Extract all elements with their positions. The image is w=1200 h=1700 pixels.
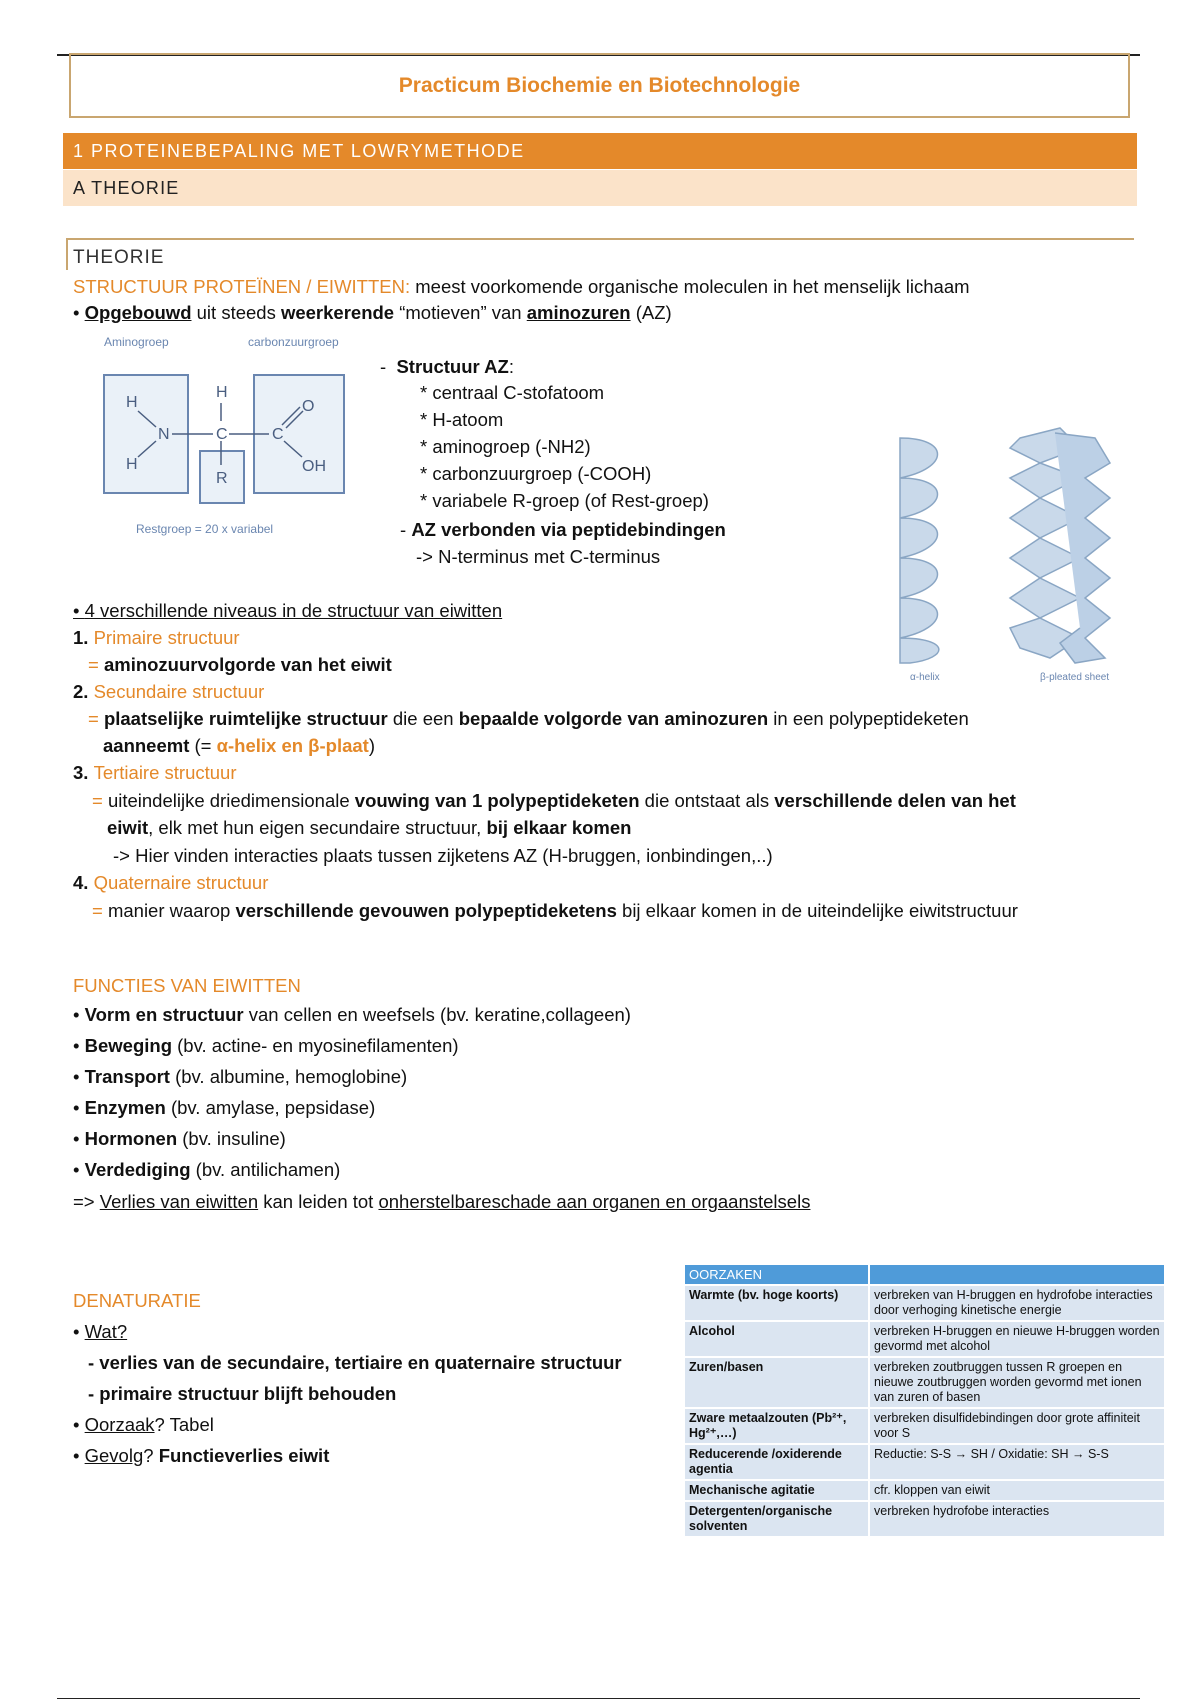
fc-a: =>: [73, 1191, 100, 1212]
table-row: [684, 1501, 1165, 1537]
l2h: ): [368, 735, 375, 756]
az-item: * H-atoom: [420, 409, 504, 430]
l2d: in een polypeptideketen: [768, 708, 969, 729]
built-text-4: aminozuren: [526, 302, 631, 323]
function-rest: (bv. amylase, pepsidase): [165, 1097, 376, 1118]
fc-d: onherstelbareschade aan organen en orgaanstelsels: [378, 1191, 811, 1212]
den-effect-q: ?: [143, 1445, 159, 1466]
atom-h1: H: [126, 394, 138, 411]
l3a: uiteindelijke driedimensionale: [107, 790, 355, 811]
den-what-text: Wat?: [84, 1321, 128, 1342]
theorie-side-rule: [66, 238, 68, 270]
built-text-3: “motieven” van: [394, 302, 527, 323]
built-text-1: uit steeds: [191, 302, 281, 323]
fc-c: kan leiden tot: [258, 1191, 379, 1212]
function-item: • Transport (bv. albumine, hemoglobine): [73, 1066, 408, 1087]
den-effect-rest: Functieverlies eiwit: [158, 1445, 330, 1466]
function-item: • Vorm en structuur van cellen en weefsels (bv. keratine,collageen): [73, 1004, 631, 1025]
structure-heading: STRUCTUUR PROTEÏNEN / EIWITTEN:: [73, 276, 411, 297]
causes-table: [683, 1263, 1166, 1538]
built-text-2: weerkerende: [280, 302, 395, 323]
structure-heading-rest: meest voorkomende organische moleculen in het menselijk lichaam: [410, 276, 970, 297]
sheet-label: β-pleated sheet: [1040, 672, 1110, 683]
eq-sign: =: [88, 654, 99, 675]
level-1-desc: [88, 652, 392, 678]
level-4-title: [73, 870, 268, 896]
helix-label: α-helix: [910, 672, 940, 683]
function-rest: (bv. insuline): [177, 1128, 286, 1149]
l3f: , elk met hun eigen secundaire structuur,: [148, 817, 487, 838]
function-item: • Verdediging (bv. antilichamen): [73, 1159, 341, 1180]
table-row: [684, 1285, 1165, 1321]
bottom-rule: [57, 1698, 1140, 1699]
function-item: • Beweging (bv. actine- en myosinefilamenten): [73, 1035, 459, 1056]
cause-cell: Detergenten/organische solventen: [684, 1501, 869, 1537]
level-4-title-text: Quaternaire structuur: [93, 872, 269, 893]
l4c: bij elkaar komen in de uiteindelijke eiwitstructuur: [616, 900, 1018, 921]
l2f: (=: [189, 735, 217, 756]
eq-sign: =: [88, 708, 99, 729]
az-bond-line: - AZ verbonden via peptidebindingen: [400, 519, 726, 540]
function-rest: (bv. albumine, hemoglobine): [169, 1066, 408, 1087]
l2c: bepaalde volgorde van aminozuren: [458, 708, 769, 729]
den-what-2-text: - primaire structuur blijft behouden: [88, 1383, 397, 1404]
function-bold: Verdediging: [84, 1159, 191, 1180]
l2g: α-helix en β-plaat: [216, 735, 369, 756]
built-word: Opgebouwd: [84, 302, 192, 323]
az-item-text: aminogroep (-NH2): [432, 436, 591, 457]
den-what-1: [88, 1350, 622, 1376]
eq-sign: =: [92, 900, 103, 921]
effect-cell: verbreken van H-bruggen en hydrofobe interacties door verhoging kinetische energie: [869, 1285, 1165, 1321]
level-1-title: [73, 625, 240, 651]
table-row: [684, 1321, 1165, 1357]
level-3-desc-cont: [107, 815, 631, 841]
level-4-desc: [92, 898, 1018, 924]
effect-cell: verbreken disulfidebindingen door grote affiniteit voor S: [869, 1408, 1165, 1444]
bullet: •: [73, 302, 85, 323]
diagram-label-rest: Restgroep = 20 x variabel: [136, 522, 274, 536]
function-rest: (bv. actine- en myosinefilamenten): [172, 1035, 459, 1056]
atom-n: N: [158, 426, 170, 443]
l3d: verschillende delen van het: [774, 790, 1016, 811]
az-item-text: variabele R-groep (of Rest-groep): [432, 490, 709, 511]
cause-cell: Alcohol: [684, 1321, 869, 1357]
atom-h2: H: [126, 456, 138, 473]
l3b: vouwing van 1 polypeptideketen: [354, 790, 640, 811]
az-item: * centraal C-stofatoom: [420, 382, 605, 403]
az-title-line: - Structuur AZ:: [380, 356, 514, 377]
function-bold: Transport: [84, 1066, 170, 1087]
az-item-text: H-atoom: [432, 409, 504, 430]
cause-cell: Zuren/basen: [684, 1357, 869, 1408]
l3c: die ontstaat als: [639, 790, 775, 811]
l4b: verschillende gevouwen polypeptideketens: [235, 900, 617, 921]
az-bond-sub: -> N-terminus met C-terminus: [416, 546, 661, 567]
built-text-5: (AZ): [630, 302, 672, 323]
levels-intro: 4 verschillende niveaus in de structuur van eiwitten: [84, 600, 503, 621]
az-item-text: centraal C-stofatoom: [432, 382, 605, 403]
atom-r: R: [216, 470, 228, 487]
level-3-note: -> Hier vinden interacties plaats tussen zijketens AZ (H-bruggen, ionbindingen,..): [113, 845, 773, 866]
den-effect-u: Gevolg: [84, 1445, 144, 1466]
function-item: • Hormonen (bv. insuline): [73, 1128, 286, 1149]
table-header: OORZAKEN: [684, 1264, 869, 1285]
subsection-heading: A THEORIE: [63, 170, 1137, 206]
az-item-text: carbonzuurgroep (-COOH): [432, 463, 652, 484]
den-cause: • Oorzaak? Tabel: [73, 1414, 214, 1435]
level-1-desc-text: aminozuurvolgorde van het eiwit: [103, 654, 392, 675]
function-item: • Enzymen (bv. amylase, pepsidase): [73, 1097, 376, 1118]
diagram-label-amino: Aminogroep: [104, 335, 169, 349]
table-row: [684, 1444, 1165, 1480]
level-3-title-text: Tertiaire structuur: [93, 762, 237, 783]
table-row: [684, 1357, 1165, 1408]
effect-cell: cfr. kloppen van eiwit: [869, 1480, 1165, 1501]
az-item: * variabele R-groep (of Rest-groep): [420, 490, 709, 511]
function-bold: Beweging: [84, 1035, 172, 1056]
atom-o: O: [302, 398, 315, 415]
atom-h3: H: [216, 384, 228, 401]
cause-cell: Warmte (bv. hoge koorts): [684, 1285, 869, 1321]
cause-cell: Mechanische agitatie: [684, 1480, 869, 1501]
function-bold: Enzymen: [84, 1097, 166, 1118]
den-effect: • Gevolg? Functieverlies eiwit: [73, 1445, 330, 1466]
alpha-helix-ribbon: [900, 438, 939, 663]
eq-sign: =: [92, 790, 103, 811]
protein-structure-illustration: [880, 418, 1120, 686]
level-2-desc: [88, 706, 969, 732]
functions-conclusion: [73, 1189, 810, 1215]
l2e: aanneemt: [103, 735, 190, 756]
az-title: Structuur AZ: [396, 356, 509, 377]
diagram-label-carboxyl: carbonzuurgroep: [248, 335, 339, 349]
fc-b: Verlies van eiwitten: [99, 1191, 259, 1212]
beta-sheet-ribbon-2: [1055, 433, 1110, 663]
l2a: plaatselijke ruimtelijke structuur: [103, 708, 388, 729]
function-rest: (bv. antilichamen): [190, 1159, 341, 1180]
l3e: eiwit: [107, 817, 149, 838]
structure-heading-line: [73, 274, 970, 300]
atom-c2: C: [272, 426, 284, 443]
cause-cell: Zware metaalzouten (Pb²⁺, Hg²⁺,…): [684, 1408, 869, 1444]
level-3-desc: [92, 788, 1016, 814]
az-item: * carbonzuurgroep (-COOH): [420, 463, 652, 484]
level-2-desc-cont: [103, 733, 375, 759]
table-header-row: [684, 1264, 1165, 1285]
atom-c1: C: [216, 426, 228, 443]
level-1-title-text: Primaire structuur: [93, 627, 240, 648]
function-rest: van cellen en weefsels (bv. keratine,collageen): [243, 1004, 631, 1025]
level-3-num: 3.: [73, 762, 94, 783]
functions-heading: FUNCTIES VAN EIWITTEN: [73, 975, 301, 996]
section-heading: 1 PROTEINEBEPALING MET LOWRYMETHODE: [63, 133, 1137, 169]
level-3-title: [73, 760, 236, 786]
document-title: Practicum Biochemie en Biotechnologie: [69, 53, 1130, 118]
den-what-1-text: - verlies van de secundaire, tertiaire en quaternaire structuur: [88, 1352, 622, 1373]
levels-intro-line: • 4 verschillende niveaus in de structuur van eiwitten: [73, 600, 503, 621]
den-what: • Wat?: [73, 1321, 128, 1342]
denaturation-heading: DENATURATIE: [73, 1290, 201, 1311]
level-2-num: 2.: [73, 681, 94, 702]
level-2-title-text: Secundaire structuur: [93, 681, 265, 702]
level-4-num: 4.: [73, 872, 94, 893]
effect-cell: Reductie: S-S → SH / Oxidatie: SH → S-S: [869, 1444, 1165, 1480]
effect-cell: verbreken zoutbruggen tussen R groepen en nieuwe zoutbruggen worden gevormd met ionen van zuren of basen: [869, 1357, 1165, 1408]
l2b: die een: [387, 708, 459, 729]
table-row: [684, 1480, 1165, 1501]
level-1-num: 1.: [73, 627, 94, 648]
function-bold: Vorm en structuur: [84, 1004, 244, 1025]
l4a: manier waarop: [102, 900, 236, 921]
built-bullet: [73, 300, 672, 326]
function-bold: Hormonen: [84, 1128, 178, 1149]
theorie-heading: THEORIE: [73, 247, 165, 268]
az-item: * aminogroep (-NH2): [420, 436, 591, 457]
table-row: [684, 1408, 1165, 1444]
az-bond: AZ verbonden via peptidebindingen: [411, 519, 726, 540]
theorie-rule: [66, 238, 1134, 240]
atom-oh: OH: [302, 458, 326, 475]
table-header-empty: [869, 1264, 1165, 1285]
effect-cell: verbreken hydrofobe interacties: [869, 1501, 1165, 1537]
den-cause-u: Oorzaak: [84, 1414, 155, 1435]
cause-cell: Reducerende /oxiderende agentia: [684, 1444, 869, 1480]
amino-acid-diagram: [96, 333, 366, 543]
level-2-title: [73, 679, 264, 705]
effect-cell: verbreken H-bruggen en nieuwe H-bruggen worden gevormd met alcohol: [869, 1321, 1165, 1357]
l3g: bij elkaar komen: [486, 817, 632, 838]
den-what-2: [88, 1381, 396, 1407]
den-cause-rest: ? Tabel: [154, 1414, 214, 1435]
